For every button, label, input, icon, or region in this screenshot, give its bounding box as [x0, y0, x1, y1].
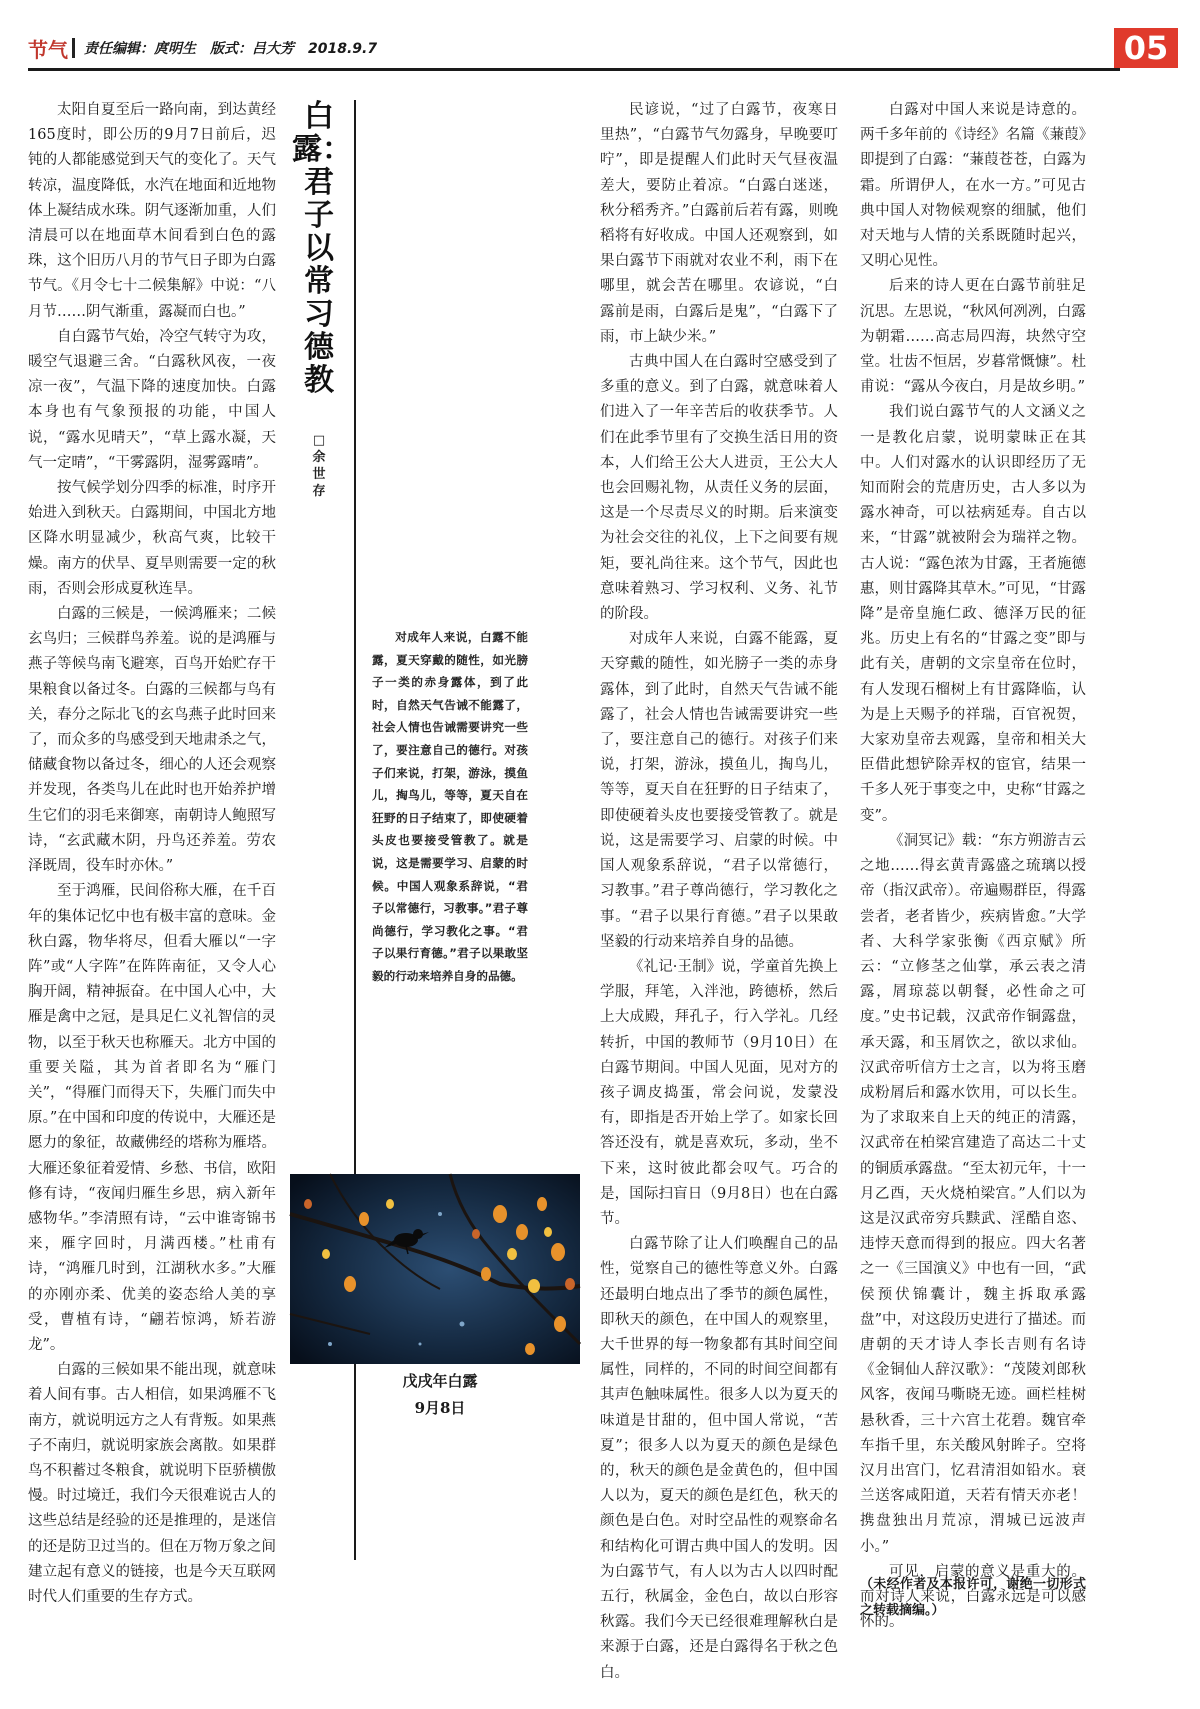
bird-photo — [290, 1174, 580, 1364]
paragraph: 白露的三候是，一候鸿雁来；二候玄鸟归；三候群鸟养羞。说的是鸿雁与燕子等候鸟南飞避寒，百鸟开始贮存干果粮食以备过冬。白露的三候都与鸟有关，春分之际北飞的玄鸟燕子此时回来了，而众多的鸟感受到天地肃杀之气，储藏食物以备过冬，细心的人还会观察并发现，各类鸟儿在此时也开始养护增生它们的羽毛来御寒，南朝诗人鲍照写诗，“玄武藏木阴，丹鸟还养羞。劳农泽既周，役车时亦休。” — [28, 606, 276, 875]
paragraph: 白露节除了让人们唤醒自己的品性，觉察自己的德性等意义外。白露还最明白地点出了季节的颜色属性，即秋天的颜色，在中国人的观察里，大千世界的每一物象都有其时间空间属性，同样的，不同的时间空间都有其声色触味属性。很多人以为夏天的味道是甘甜的，但中国人常说，“苦夏”；很多人以为夏天的颜色是绿色的，秋天的颜色是金黄色的，但中国人以为，夏天的颜色是红色，秋天的颜色是白色。对时空品性的观察命名和结构化可谓古典中国人的发明。因为白露节气，有人以为古人以四时配五行，秋属金，金色白，故以白形容秋露。我们今天已经很难理解秋白是来源于白露，还是白露得名于秋之色白。 — [600, 1236, 838, 1681]
pull-quote-text: 对成年人来说，白露不能露，夏天穿戴的随性，如光膀子一类的赤身露体，到了此时，自然天气告诫不能露了，社会人情也告诫需要讲究一些了，要注意自己的德行。对孩子们来说，打架，游泳，摸鱼儿，掏鸟儿，等等，夏天自在狂野的日子结束了，即使硬着头皮也要接受管教了。就是说，这是需要学习、启蒙的时候。中国人观象系辞说，“君子以常德行，习教事。”君子尊尚德行，学习教化之事。“君子以果行育德。”君子以果敢坚毅的行动来培养自身的品德。 — [372, 630, 528, 983]
paragraph: 至于鸿雁，民间俗称大雁，在千百年的集体记忆中也有极丰富的意味。金秋白露，物华将尽，但看大雁以“一字阵”或“人字阵”在阵阵南征，又令人心胸开阔，精神振奋。在中国人心中，大雁是禽中之冠，是具足仁义礼智信的灵物，以至于秋天也称雁天。北方中国的重要关隘，其为首者即名为“雁门关”，“得雁门而得天下，失雁门而失中原。”在中国和印度的传说中，大雁还是愿力的象征，故藏佛经的塔称为雁塔。大雁还象征着爱情、乡愁、书信，欧阳修有诗，“夜闻归雁生乡思，病入新年感物华。”李清照有诗，“云中谁寄锦书来，雁字回时，月满西楼。”杜甫有诗，“鸿雁几时到，江湖秋水多。”大雁的亦刚亦柔、优美的姿态给人美的享受，曹植有诗，“翩若惊鸿，矫若游龙”。 — [28, 883, 276, 1353]
article-column-3 — [600, 98, 838, 1696]
paragraph: 对成年人来说，白露不能露，夏天穿戴的随性，如光膀子一类的赤身露体，到了此时，自然天气告诫不能露了，社会人情也告诫需要讲究一些了，要注意自己的德行。对孩子们来说，打架，游泳，摸鱼儿，掏鸟儿，等等，夏天自在狂野的日子结束了，即使硬着头皮也要接受管教了。就是说，这是需要学习、启蒙的时候。中国人观象系辞说，“君子以常德行，习教事。”君子尊尚德行，学习教化之事。“君子以果行育德。”君子以果敢坚毅的行动来培养自身的品德。 — [600, 631, 838, 950]
page-header — [28, 28, 1178, 68]
photo-caption — [390, 1368, 490, 1422]
page-number: 05 — [1114, 28, 1178, 68]
article-byline: □余世存 — [312, 433, 326, 499]
paragraph: 《洞冥记》载：“东方朔游吉云之地……得玄黄青露盛之琉璃以授帝（指汉武帝）。帝遍赐群臣，得露尝者，老者皆少，疾病皆愈。”大学者、大科学家张衡《西京赋》所云：“立修茎之仙掌，承云表之清露，屑琼蕊以朝餐，必性命之可度。”史书记载，汉武帝作铜露盘，承天露，和玉屑饮之，欲以求仙。汉武帝听信方士之言，以为将玉磨成粉屑后和露水饮用，可以长生。为了求取来自上天的纯正的清露，汉武帝在柏梁宫建造了高达二十丈的铜质承露盘。“至太初元年，十一月乙酉，天火烧柏梁宫。”人们以为这是汉武帝穷兵黩武、淫酷自恣、违悖天意而得到的报应。四大名著之一《三国演义》中也有一回，“武侯预伏锦囊计，魏主拆取承露盘”中，对这段历史进行了描述。而唐朝的天才诗人李长吉则有名诗《金铜仙人辞汉歌》：“茂陵刘郎秋风客，夜闻马嘶晓无迹。画栏桂树悬秋香，三十六宫土花碧。魏官牵车指千里，东关酸风射眸子。空将汉月出宫门，忆君清泪如铅水。衰兰送客咸阳道，天若有情天亦老！携盘独出月荒凉，渭城已远波声小。” — [860, 832, 1086, 1555]
paragraph: 白露的三候如果不能出现，就意味着人间有事。古人相信，如果鸿雁不飞南方，就说明远方之人有背叛。如果燕子不南归，就说明家族会离散。如果群鸟不积蓄过冬粮食，就说明下臣骄横傲慢。时过境迁，我们今天很难说古人的这些总结是经验的还是推理的，是迷信的还是防卫过当的。但在万物万象之间建立起有意义的链接，也是今天互联网时代人们重要的生存方式。 — [28, 1362, 276, 1605]
paragraph: 民谚说，“过了白露节，夜寒日里热”，“白露节气勿露身，早晚要叮咛”，即是提醒人们此时天气昼夜温差大，要防止着凉。“白露白迷迷，秋分稻秀齐。”白露前后若有露，则晚稻将有好收成。中国人还观察到，如果白露节下雨就对农业不利，雨下在哪里，就会苦在哪里。农谚说，“白露前是雨，白露后是鬼”，“白露下了雨，市上缺少米。” — [600, 102, 838, 345]
copyright-notice: （未经作者及本报许可，谢绝一切形式之转载摘编。） — [860, 1577, 1086, 1618]
caption-year: 戊戌年白露 — [402, 1372, 478, 1390]
paragraph: 太阳自夏至后一路向南，到达黄经165度时，即公历的9月7日前后，迟钝的人都能感觉到天气的变化了。天气转凉，温度降低，水汽在地面和近地物体上凝结成水珠。阴气逐渐加重，人们清晨可以在地面草木间看到白色的露珠，这个旧历八月的节气日子即为白露节气。《月令七十二候集解》中说：“八月节……阴气渐重，露凝而白也。” — [28, 102, 276, 320]
paragraph: 后来的诗人更在白露节前驻足沉思。左思说，“秋风何冽冽，白露为朝霜……高志局四海，块然守空堂。壮齿不恒居，岁暮常慨慷”。杜甫说：“露从今夜白，月是故乡明。” — [860, 278, 1086, 396]
paragraph: 自白露节气始，冷空气转守为攻，暖空气退避三舍。“白露秋风夜，一夜凉一夜”，气温下降的速度加快。白露本身也有气象预报的功能，中国人说，“露水见晴天”，“草上露水凝，天气一定晴”，“干雾露阴，湿雾露晴”。 — [28, 328, 276, 471]
section-name: 节气 — [28, 38, 68, 62]
article-column-1 — [28, 98, 276, 1696]
section-divider — [72, 38, 75, 58]
paragraph: 可见，启蒙的意义是重大的。而对诗人来说，白露永远是可以感怀的。 — [860, 1563, 1086, 1631]
paragraph: 按气候学划分四季的标准，时序开始进入到秋天。白露期间，中国北方地区降水明显减少，秋高气爽，比较干燥。南方的伏旱、夏旱则需要一定的秋雨，否则会形成夏秋连旱。 — [28, 480, 276, 597]
editor-credits: 责任编辑：庹明生 版式：吕大芳 2018.9.7 — [84, 41, 378, 57]
paragraph: 古典中国人在白露时空感受到了多重的意义。到了白露，就意味着人们进入了一年辛苦后的收获季节。人们在此季节里有了交换生活日用的资本，人们给王公大人进贡，王公大人也会回赐礼物，从责任义务的层面，这是一个尽责尽义的时期。后来演变为社会交往的礼仪，上下之间要有规矩，要礼尚往来。这个节气，因此也意味着熟习、学习权利、义务、礼节的阶段。 — [600, 354, 838, 623]
article-title: 白露：君子以常习德教 — [292, 99, 352, 398]
header-rule — [28, 68, 1120, 71]
paragraph: 白露对中国人来说是诗意的。两千多年前的《诗经》名篇《蒹葭》即提到了白露：“蒹葭苍苍，白露为霜。所谓伊人，在水一方。”可见古典中国人对物候观察的细腻，他们对天地与人情的关系既随时起兴，又明心见性。 — [860, 102, 1086, 270]
paragraph: 《礼记·王制》说，学童首先换上学服，拜笔，入泮池，跨德桥，然后上大成殿，拜孔子，行入学礼。几经转折，中国的教师节（9月10日）在白露节期间。中国人见面，见对方的孩子调皮捣蛋，常会问说，发蒙没有，即指是否开始上学了。如家长回答还没有，就是喜欢玩，多动，坐不下来，这时彼此都会叹气。巧合的是，国际扫盲日（9月8日）也在白露节。 — [600, 958, 838, 1227]
paragraph: 我们说白露节气的人文涵义之一是教化启蒙，说明蒙昧正在其中。人们对露水的认识即经历了无知而附会的荒唐历史，古人多以为露水神奇，可以祛病延寿。自古以来，“甘露”就被附会为瑞祥之物。古人说：“露色浓为甘露，王者施德惠，则甘露降其草木。”可见，“甘露降”是帝皇施仁政、德泽万民的征兆。历史上有名的“甘露之变”即与此有关，唐朝的文宗皇帝在位时，有人发现石榴树上有甘露降临，认为是上天赐予的祥瑞，百官祝贺，大家劝皇帝去观露，皇帝和相关大臣借此想铲除弄权的宦官，结果一千多人死于事变之中，史称“甘露之变”。 — [860, 404, 1086, 824]
pull-quote — [372, 626, 528, 988]
caption-date: 9月8日 — [414, 1399, 466, 1417]
